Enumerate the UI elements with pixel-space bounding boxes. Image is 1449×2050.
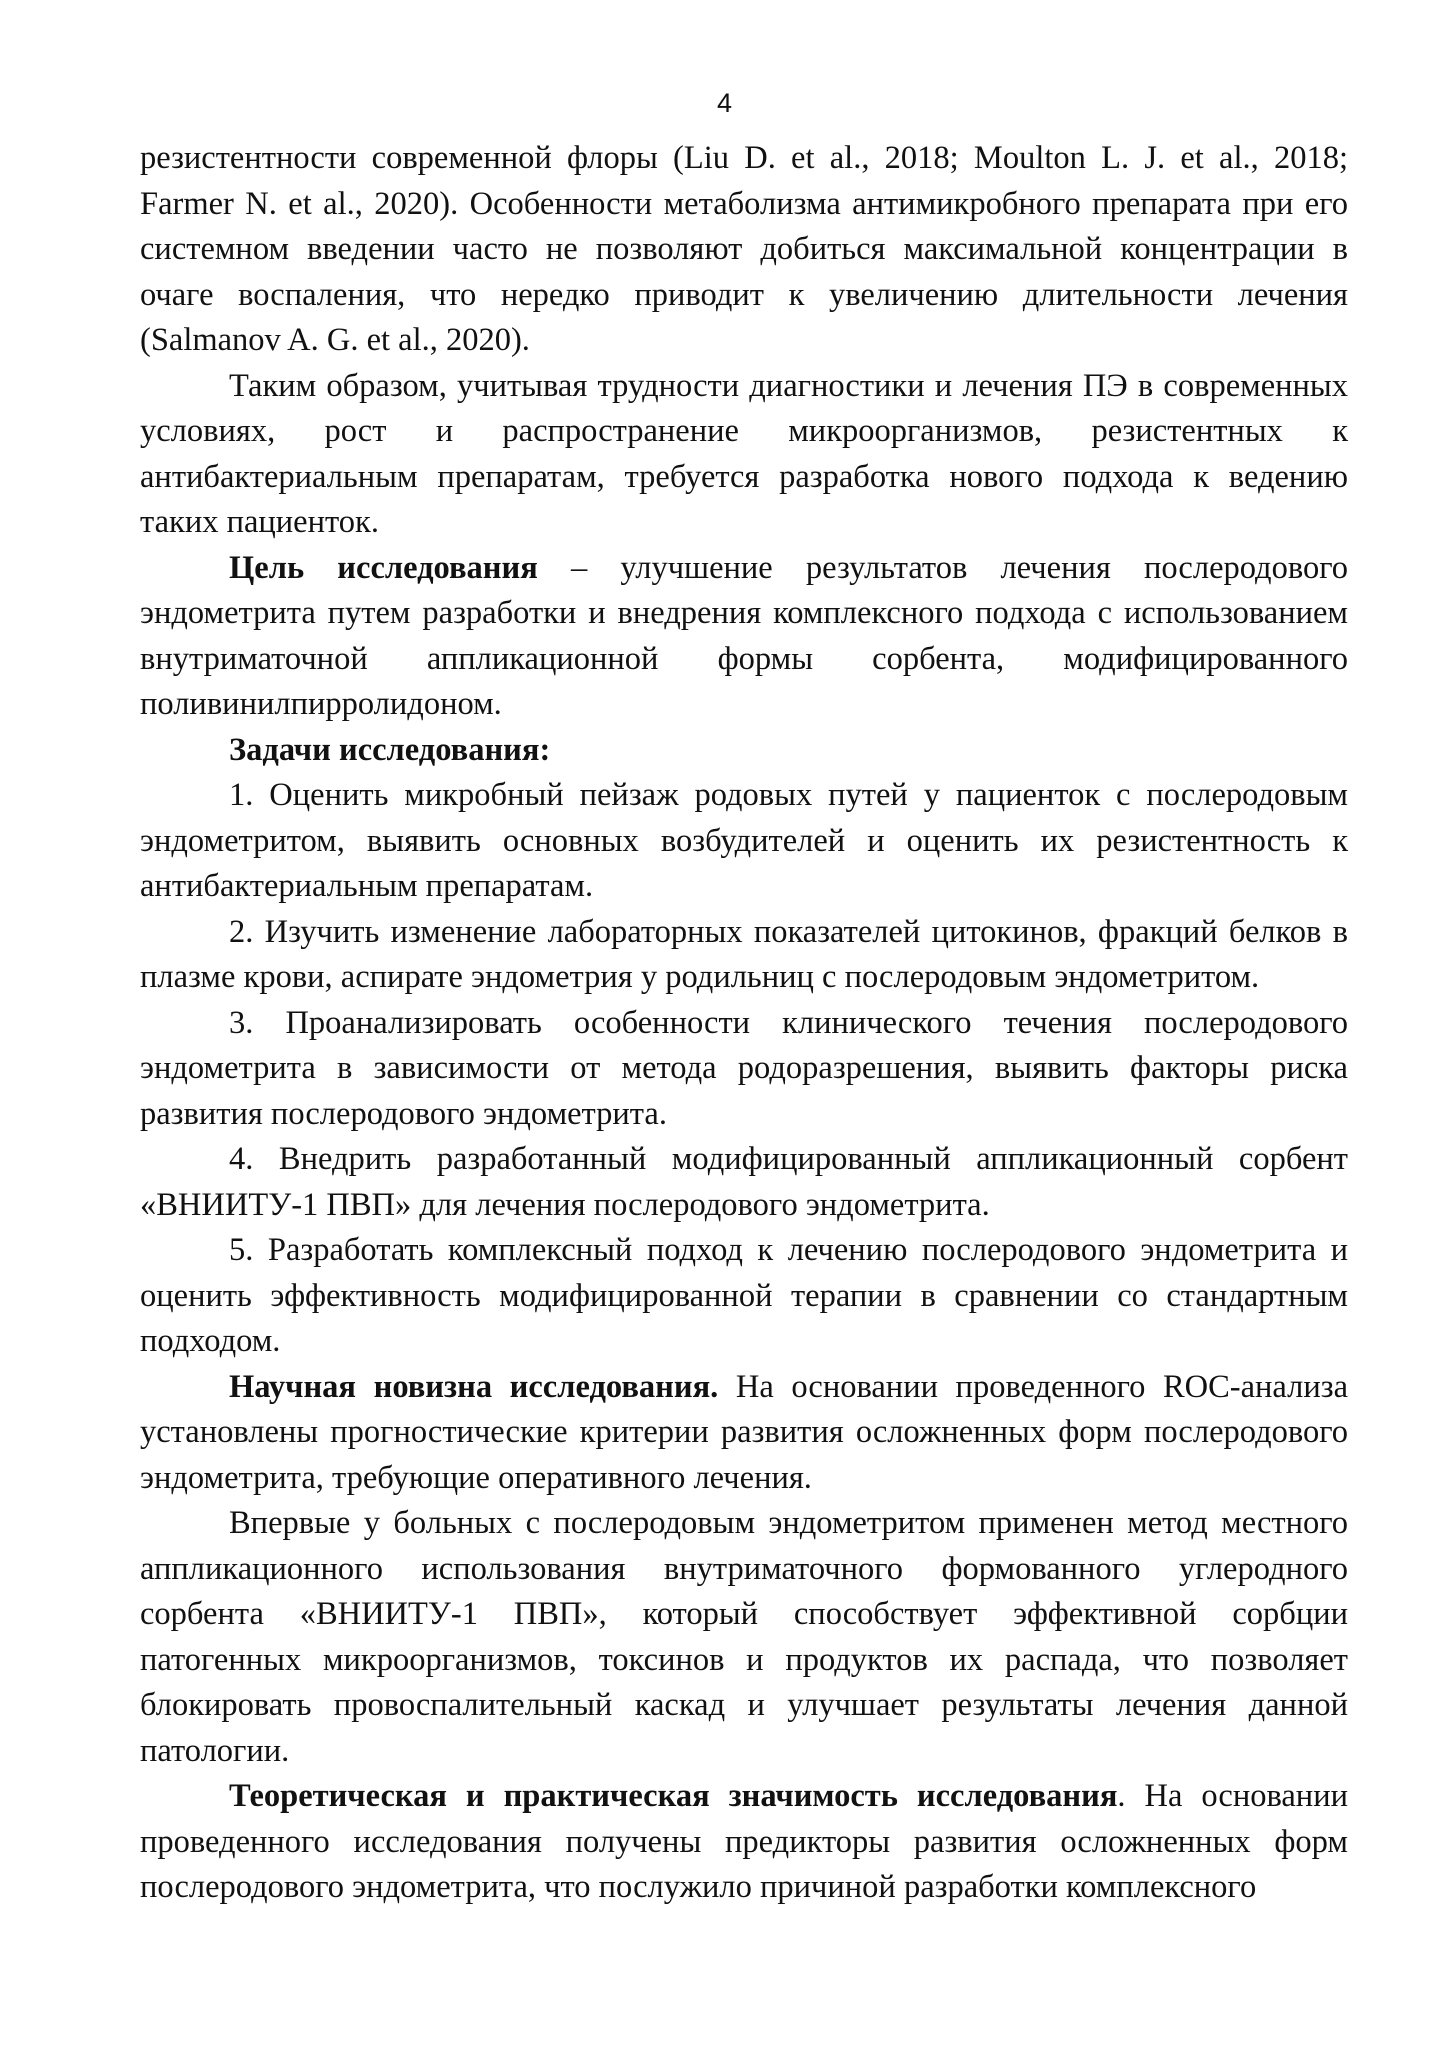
task-item-3: 3. Проанализировать особенности клинического течения послеродового эндометрита в зависимости от метода родоразрешения, выявить факторы риска развития послеродового эндометрита. [140, 1004, 1348, 1132]
novelty-heading: Научная новизна исследования. [229, 1368, 719, 1405]
page-number: 4 [716, 88, 733, 118]
paragraph-first-use: Впервые у больных с послеродовым эндометритом применен метод местного аппликационного использования внутриматочного формованного углеродного сорбента «ВНИИТУ-1 ПВП», который способствует эффективной сорбции патогенных микроорганизмов, токсинов и продуктов их распада, что позволяет блокировать провоспалительный каскад и улучшает результаты лечения данной патологии. [140, 1505, 1348, 1769]
paragraph-novelty [140, 1365, 1348, 1502]
task-item-2: 2. Изучить изменение лабораторных показателей цитокинов, фракций белков в плазме крови, аспирате эндометрия у родильниц с послеродовым эндометритом. [140, 913, 1348, 995]
significance-text: . На основании проведенного исследования получены предикторы развития осложненных форм послеродового эндометрита, что послужило причиной разработки комплексного [140, 1778, 1348, 1905]
tasks-heading-paragraph [140, 728, 1348, 774]
task-item-5: 5. Разработать комплексный подход к лечению послеродового эндометрита и оценить эффективность модифицированной терапии в сравнении со стандартным подходом. [140, 1232, 1348, 1359]
document-body [140, 136, 1348, 1911]
paragraph-summary: Таким образом, учитывая трудности диагностики и лечения ПЭ в современных условиях, рост и распространение микроорганизмов, резистентных к антибактериальным препаратам, требуется разработка нового подхода к ведению таких пациенток. [140, 367, 1348, 540]
paragraph-resistance: резистентности современной флоры (Liu D. et al., 2018; Moulton L. J. et al., 2018; Farmer N. et al., 2020). Особенности метаболизма антимикробного препарата при его системном введении часто не позволяют добиться максимальной концентрации в очаге воспаления, что нередко приводит к увеличению длительности лечения (Salmanov A. G. et al., 2020). [140, 140, 1348, 358]
significance-heading: Теоретическая и практическая значимость исследования [229, 1778, 1118, 1814]
task-item-1: 1. Оценить микробный пейзаж родовых путей у пациенток с послеродовым эндометритом, выявить основных возбудителей и оценить их резистентность к антибактериальным препаратам. [140, 777, 1348, 904]
goal-heading: Цель исследования [229, 549, 538, 586]
paragraph-goal [140, 546, 1348, 728]
novelty-text: На основании проведенного ROC-анализа установлены прогностические критерии развития осложненных форм послеродового эндометрита, требующие оперативного лечения. [140, 1368, 1348, 1496]
tasks-heading: Задачи исследования: [229, 731, 551, 768]
task-item-4: 4. Внедрить разработанный модифицированный аппликационный сорбент «ВНИИТУ-1 ПВП» для лечения послеродового эндометрита. [140, 1141, 1348, 1223]
paragraph-significance [140, 1774, 1348, 1911]
goal-text: – улучшение результатов лечения послеродового эндометрита путем разработки и внедрения комплексного подхода с использованием внутриматочной аппликационной формы сорбента, модифицированного поливинилпирролидоном. [140, 549, 1348, 722]
